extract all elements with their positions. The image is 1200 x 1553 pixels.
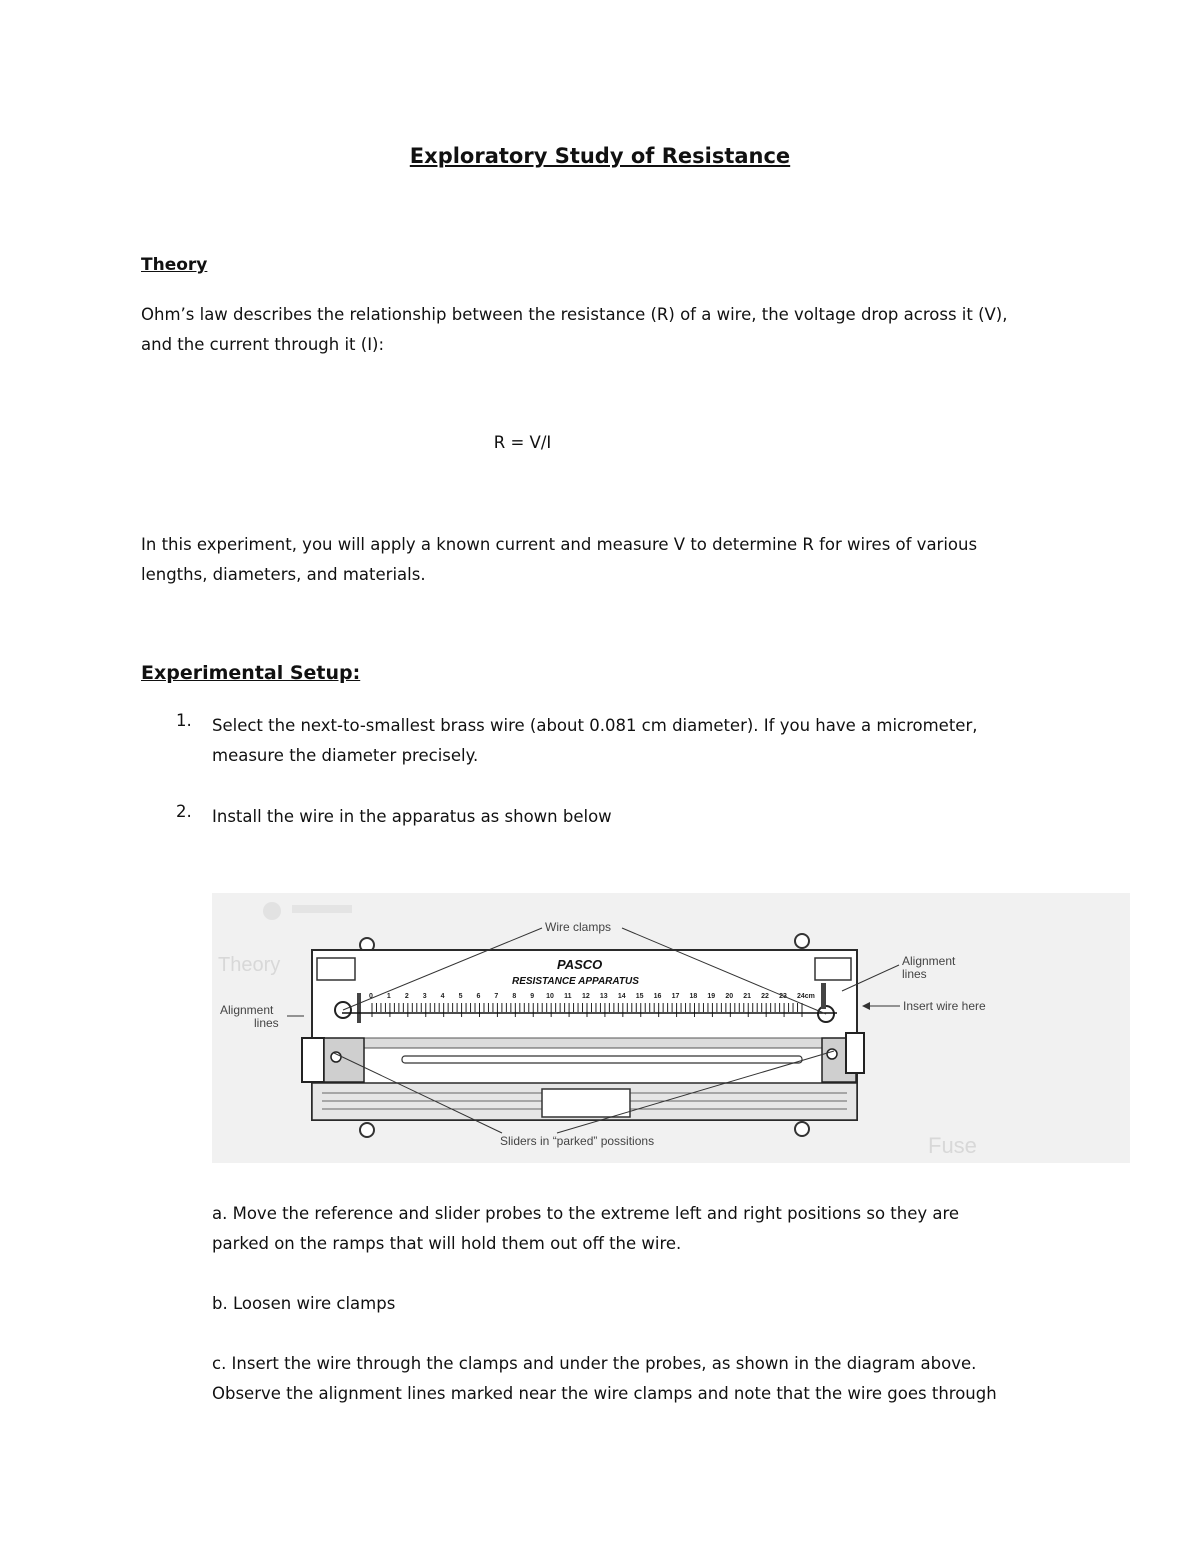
scale-label: 22 [761,993,769,1000]
base-window [542,1089,630,1117]
ohms-law-formula: R = V/I [493,433,552,452]
substep-c-line-2: Observe the alignment lines marked near the wire clamps and note that the wire goes through [212,1384,997,1403]
step-1-line-2: measure the diameter precisely. [212,746,479,765]
right-slider-screw-icon [827,1049,837,1059]
label-sliders-parked: Sliders in “parked” possitions [500,1134,655,1148]
mount-ear-bottom-right [795,1122,809,1136]
left-clamp-block [302,1038,324,1082]
slider-track-slot [402,1056,802,1063]
resistance-apparatus-diagram [212,893,1130,1163]
insert-wire-arrow-icon [862,1002,870,1010]
label-wire-clamps: Wire clamps [545,920,612,934]
mount-ear-top-right [795,934,809,948]
scale-label: 19 [707,993,716,1000]
brand-logo: PASCO [557,957,603,972]
scale-label: 6 [476,993,481,1000]
substep-a-line-2: parked on the ramps that will hold them out off the wire. [212,1234,682,1253]
scale-label: 21 [743,993,752,1000]
scale-label: 20 [725,993,734,1000]
scale-label: 5 [458,993,463,1000]
label-alignment-left-2: lines [254,1016,279,1030]
scale-label: 11 [564,993,572,1000]
label-insert-wire: Insert wire here [903,999,986,1013]
ghost-mark-icon [263,902,281,920]
theory-heading: Theory [141,255,208,275]
right-clamp-block [846,1033,864,1073]
scale-label: 1 [386,993,391,1000]
scale-label: 2 [404,993,409,1000]
substep-b: b. Loosen wire clamps [212,1294,396,1313]
scale-label: 7 [494,993,499,1000]
theory-line-4: lengths, diameters, and materials. [141,565,426,584]
theory-line-2: and the current through it (I): [141,335,385,354]
scale-label: 10 [546,993,554,1000]
ghost-theory-text: Theory [218,954,281,976]
right-alignment-mark [821,983,826,1009]
apparatus-svg [212,893,1130,1163]
label-alignment-left-1: Alignment [220,1003,274,1017]
scale-label: 3 [422,993,427,1000]
left-terminal-block [317,958,355,980]
scale-label: 12 [582,993,590,1000]
scale-label: 0 [369,993,373,1000]
page-title: Exploratory Study of Resistance [409,144,791,168]
scale-label: 16 [653,993,662,1000]
theory-line-3: In this experiment, you will apply a known current and measure V to determine R for wires of various [141,535,978,554]
scale-label: 13 [599,993,608,1000]
step-1-line-1: Select the next-to-smallest brass wire (about 0.081 cm diameter). If you have a micrometer, [212,716,978,735]
theory-line-1: Ohm’s law describes the relationship between the resistance (R) of a wire, the voltage drop across it (V), [141,305,1008,324]
setup-heading: Experimental Setup: [141,662,361,684]
scale-label: 4 [440,993,445,1000]
device-name: RESISTANCE APPARATUS [512,976,639,987]
step-1-number: 1. [176,711,192,730]
substep-c-line-1: c. Insert the wire through the clamps and under the probes, as shown in the diagram above. [212,1354,977,1373]
step-2-line-1: Install the wire in the apparatus as shown below [212,807,612,826]
label-alignment-right-2: lines [902,967,927,981]
step-2-number: 2. [176,802,192,821]
substep-a-line-1: a. Move the reference and slider probes to the extreme left and right positions so they are [212,1204,960,1223]
scale-label: 23 [779,993,787,1000]
scale-label: 18 [689,993,698,1000]
scale-label: 14 [617,993,626,1000]
scale-label: 17 [671,993,680,1000]
scale-label: 24cm [797,993,815,1000]
scale-label: 9 [530,993,535,1000]
scale-label: 15 [635,993,644,1000]
apparatus-ledge [312,1038,857,1048]
left-slider-parked [324,1038,364,1082]
mount-ear-bottom-left [360,1123,374,1137]
right-terminal-block [815,958,851,980]
label-alignment-right-1: Alignment [902,954,956,968]
scale-label: 8 [512,993,517,1000]
left-alignment-mark [357,993,361,1023]
ghost-bar [292,905,352,913]
ghost-fuse-text: Fuse [928,1133,977,1158]
